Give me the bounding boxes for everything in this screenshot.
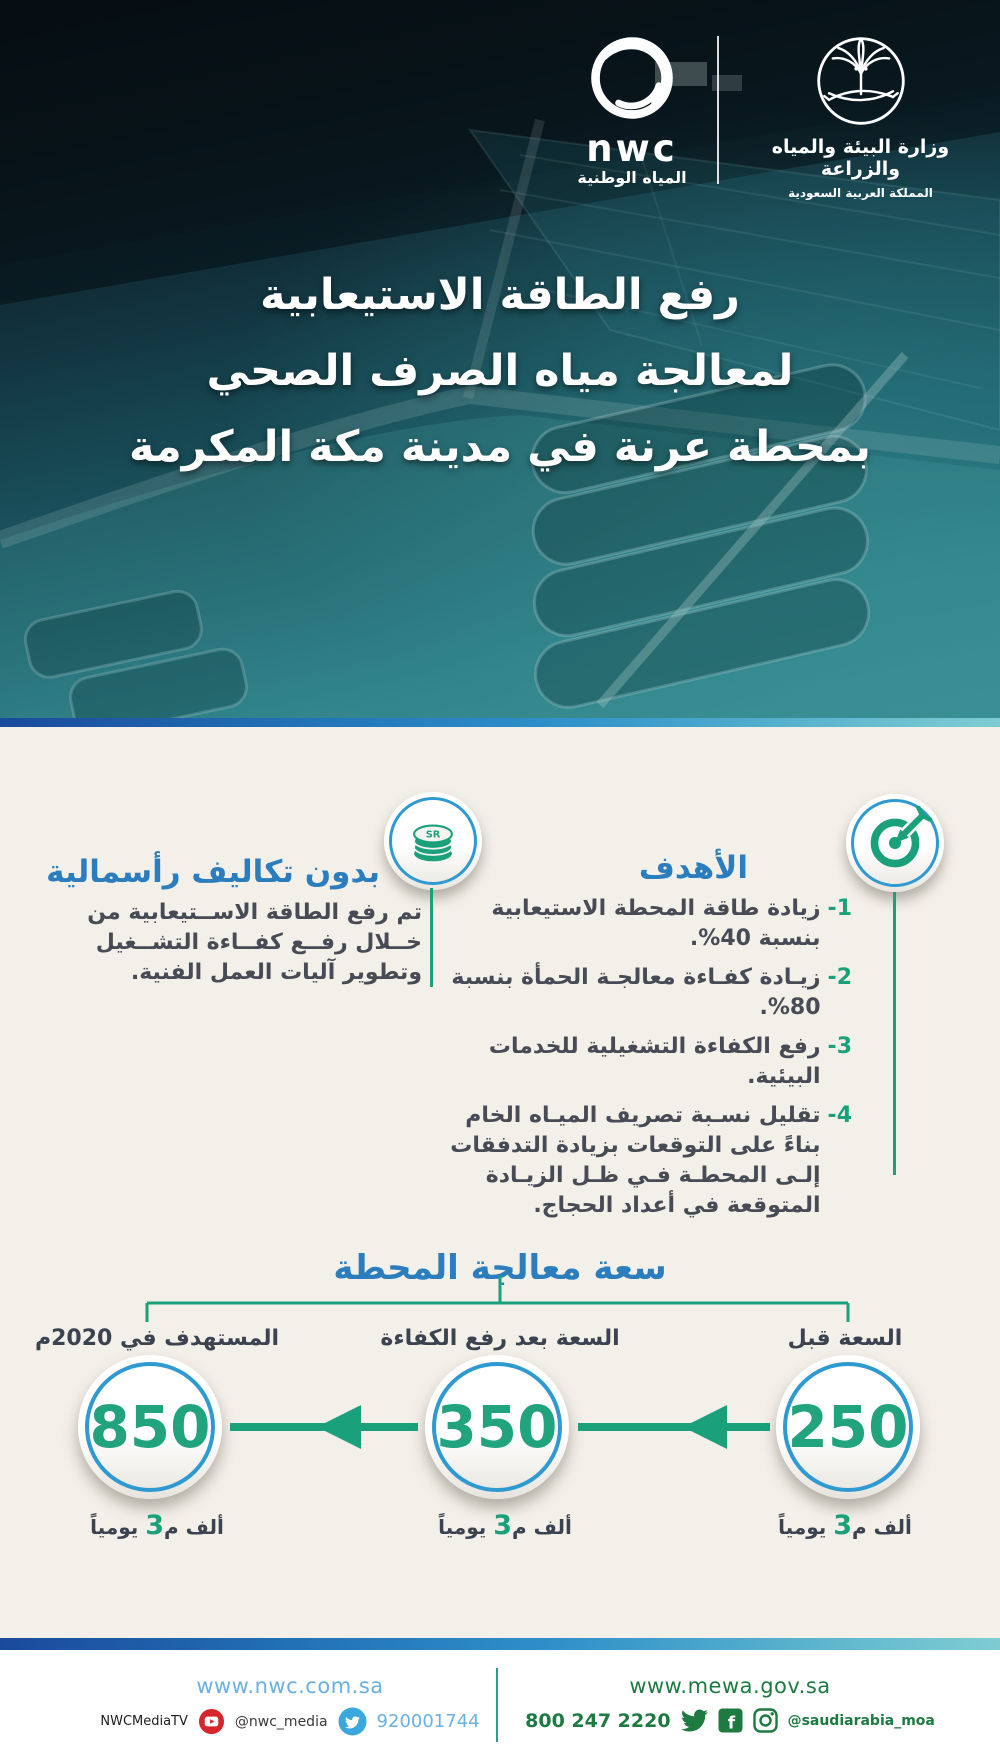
goal-number: 1- (827, 896, 852, 921)
capacity-circle-after (425, 1355, 569, 1499)
unit-exponent: 3 (833, 1510, 853, 1541)
label-capacity-before: السعة قبل (787, 1326, 903, 1351)
goals-heading: الأهدف (638, 849, 748, 886)
goal-item-3 (438, 1032, 852, 1092)
unit-prefix: ألف م (164, 1515, 224, 1539)
goal-item-1 (438, 894, 852, 954)
unit-suffix: يومياً (778, 1515, 827, 1539)
nwc-phone-number[interactable]: 920001744 (376, 1711, 480, 1732)
capacity-chart-title: سعة معالجة المحطة (333, 1248, 667, 1289)
capacity-bracket-lines (0, 1270, 1000, 1330)
ministry-country: المملكة العربية السعودية (788, 186, 933, 200)
unit-suffix: يومياً (438, 1515, 487, 1539)
nwc-logo (570, 30, 694, 187)
nwc-twitter-handle[interactable]: @nwc_media (234, 1713, 328, 1730)
mewa-social-handle[interactable]: @saudiarabia_moa (787, 1712, 935, 1729)
unit-exponent: 3 (493, 1510, 513, 1541)
page-title (0, 257, 1000, 485)
svg-text:f: f (727, 1713, 735, 1733)
mewa-social-row (525, 1707, 935, 1734)
label-capacity-target-2020: المستهدف في 2020م (34, 1326, 280, 1351)
logo-divider (717, 36, 719, 184)
footer-nwc-column (95, 1674, 485, 1736)
goal-number: 2- (827, 965, 852, 990)
nwc-social-row (95, 1707, 485, 1736)
no-capital-costs-body: تم رفع الطاقة الاســتيعابية من خــلال رفــع كفــاءة التشــغيل وتطوير آليات العمل الفنية. (87, 900, 422, 985)
goal-item-4 (438, 1101, 852, 1221)
no-capital-costs-heading: بدون تكاليف رأسمالية (46, 853, 380, 890)
capacity-value-after: 350 (436, 1393, 558, 1461)
ministry-palm-emblem-icon (814, 34, 908, 128)
goal-number: 3- (827, 1034, 852, 1059)
facebook-icon[interactable] (718, 1708, 743, 1733)
mewa-phone-number[interactable]: 800 247 2220 (525, 1709, 671, 1732)
goal-item-2 (438, 963, 852, 1023)
capacity-value-target: 850 (89, 1393, 211, 1461)
goal-number: 4- (827, 1103, 852, 1128)
unit-suffix: يومياً (90, 1515, 139, 1539)
capacity-value-before: 250 (787, 1393, 909, 1461)
hero-photo-section (0, 0, 1000, 727)
gradient-stripe-top (0, 718, 1000, 727)
label-capacity-after: السعة بعد رفع الكفاءة (380, 1326, 620, 1351)
ministry-logo (758, 34, 963, 200)
nwc-swirl-icon (584, 30, 680, 126)
unit-label-after (405, 1510, 605, 1541)
nocost-connector-line (430, 888, 433, 987)
goal-text: زيادة طاقة المحطة الاستيعابية بنسبة 40%. (491, 896, 821, 951)
arrowhead-left-2 (317, 1405, 361, 1449)
mewa-website-link[interactable]: www.mewa.gov.sa (629, 1674, 831, 1698)
twitter-icon[interactable] (338, 1707, 367, 1736)
sr-coin-label: SR (425, 829, 441, 841)
goal-text: زيـادة كفـاءة معالجـة الحمأة بنسبة 80%. (451, 965, 821, 1020)
title-line-3: بمحطة عرنة في مدينة مكة المكرمة (129, 421, 871, 472)
goals-connector-line (893, 892, 896, 1175)
unit-exponent: 3 (145, 1510, 165, 1541)
goal-text: رفع الكفاءة التشغيلية للخدمات البيئية. (488, 1034, 821, 1089)
ministry-name: وزارة البيئة والمياه والزراعة (771, 136, 950, 180)
goals-target-badge (846, 794, 944, 892)
capacity-circle-target (78, 1355, 222, 1499)
instagram-icon[interactable] (753, 1708, 778, 1733)
mewa-twitter-icon[interactable] (681, 1707, 708, 1734)
footer-mewa-column (525, 1674, 935, 1734)
goal-text: تقليل نسـبة تصريف الميـاه الخام بناءً على التوقعات بزيادة التدفقات إلـى المحطـة فـي ظـل الزيـادة المتوقعة في أعداد الحجاج. (450, 1103, 821, 1218)
unit-prefix: ألف م (512, 1515, 572, 1539)
unit-label-before (745, 1510, 945, 1541)
nwc-tagline: المياه الوطنية (577, 168, 687, 187)
title-line-1: رفع الطاقة الاستيعابية (260, 269, 740, 320)
goals-list (438, 894, 892, 1230)
sr-cost-badge (384, 792, 482, 890)
capacity-circle-before (776, 1355, 920, 1499)
sr-coins-icon (398, 806, 468, 876)
nwc-website-link[interactable]: www.nwc.com.sa (196, 1674, 384, 1698)
nwc-youtube-label[interactable]: NWCMediaTV (100, 1714, 188, 1729)
nwc-wordmark: nwc (586, 127, 678, 170)
youtube-icon[interactable] (198, 1708, 225, 1735)
arrowhead-left-1 (683, 1405, 727, 1449)
unit-label-target (57, 1510, 257, 1541)
unit-prefix: ألف م (852, 1515, 912, 1539)
target-dart-icon (857, 805, 933, 881)
title-line-2: لمعالجة مياه الصرف الصحي (206, 345, 794, 396)
gradient-stripe-bottom (0, 1638, 1000, 1650)
footer-divider (496, 1668, 498, 1742)
